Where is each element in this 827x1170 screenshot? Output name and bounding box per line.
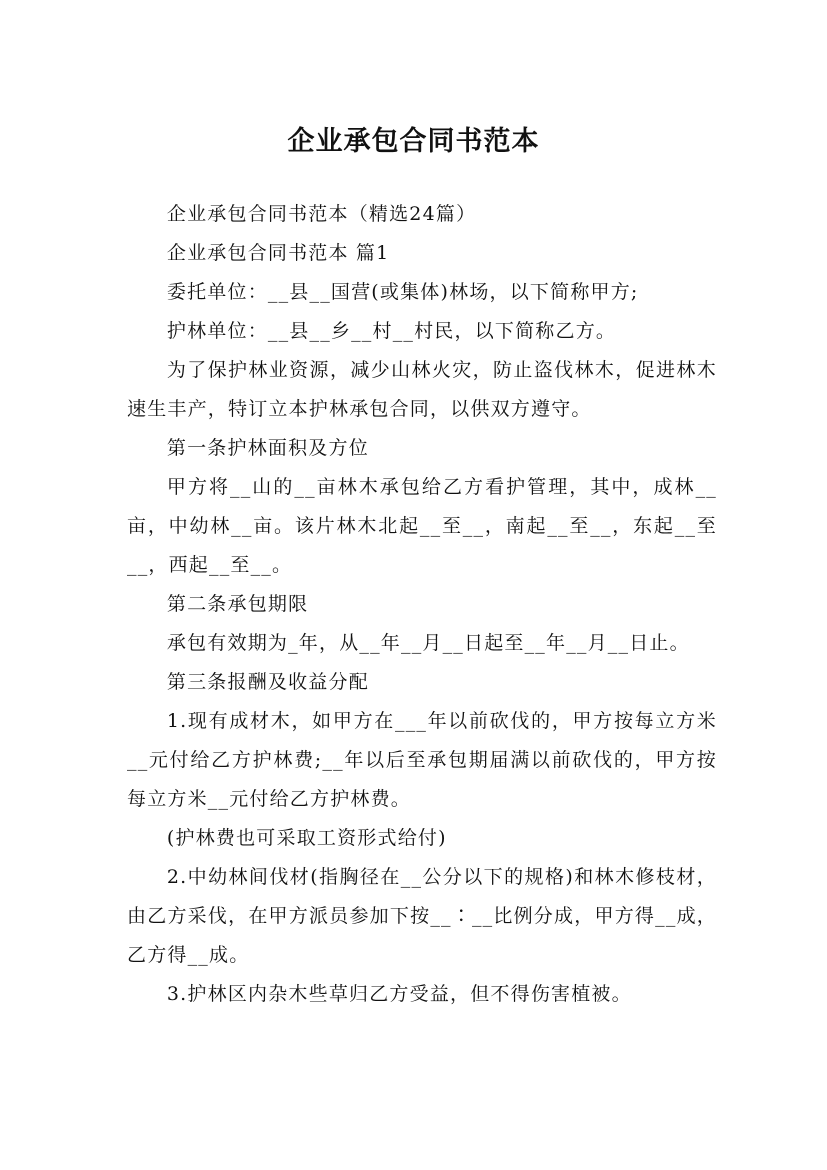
- paragraph-purpose: 为了保护林业资源，减少山林火灾，防止盗伐林木，促进林木速生丰产，特订立本护林承包合同，以供双方遵守。: [127, 359, 717, 420]
- paragraph-article-3-item-3: 3.护林区内杂木些草归乙方受益，但不得伤害植被。: [166, 983, 632, 1005]
- paragraph-subtitle: 企业承包合同书范本（精选24篇）: [166, 203, 477, 225]
- paragraph-section-heading: 企业承包合同书范本 篇1: [166, 242, 390, 264]
- paragraph-party-a: 委托单位：__县__国营(或集体)林场，以下简称甲方;: [166, 281, 639, 303]
- paragraph-article-1-heading: 第一条护林面积及方位: [166, 437, 369, 459]
- paragraph-article-3-item-2: 2.中幼林间伐材(指胸径在__公分以下的规格)和林木修枝材，由乙方采伐，在甲方派员参加下按__∶__比例分成，甲方得__成，乙方得__成。: [127, 866, 717, 966]
- paragraph-party-b: 护林单位：__县__乡__村__村民，以下简称乙方。: [166, 320, 617, 342]
- paragraph-article-2-heading: 第二条承包期限: [166, 593, 309, 615]
- paragraph-article-1-body: 甲方将__山的__亩林木承包给乙方看护管理，其中，成林__亩，中幼林__亩。该片林木北起__至__，南起__至__，东起__至__，西起__至__。: [127, 476, 717, 576]
- paragraph-article-3-heading: 第三条报酬及收益分配: [166, 671, 369, 693]
- paragraph-article-3-item-1: 1.现有成材木，如甲方在___年以前砍伐的，甲方按每立方米__元付给乙方护林费;__年以后至承包期届满以前砍伐的，甲方按每立方米__元付给乙方护林费。: [127, 710, 717, 810]
- document-title: 企业承包合同书范本: [287, 126, 540, 158]
- paragraph-article-2-body: 承包有效期为_年，从__年__月__日起至__年__月__日止。: [166, 632, 690, 654]
- document-body: [127, 195, 717, 1014]
- paragraph-article-3-note: (护林费也可采取工资形式给付): [166, 827, 447, 849]
